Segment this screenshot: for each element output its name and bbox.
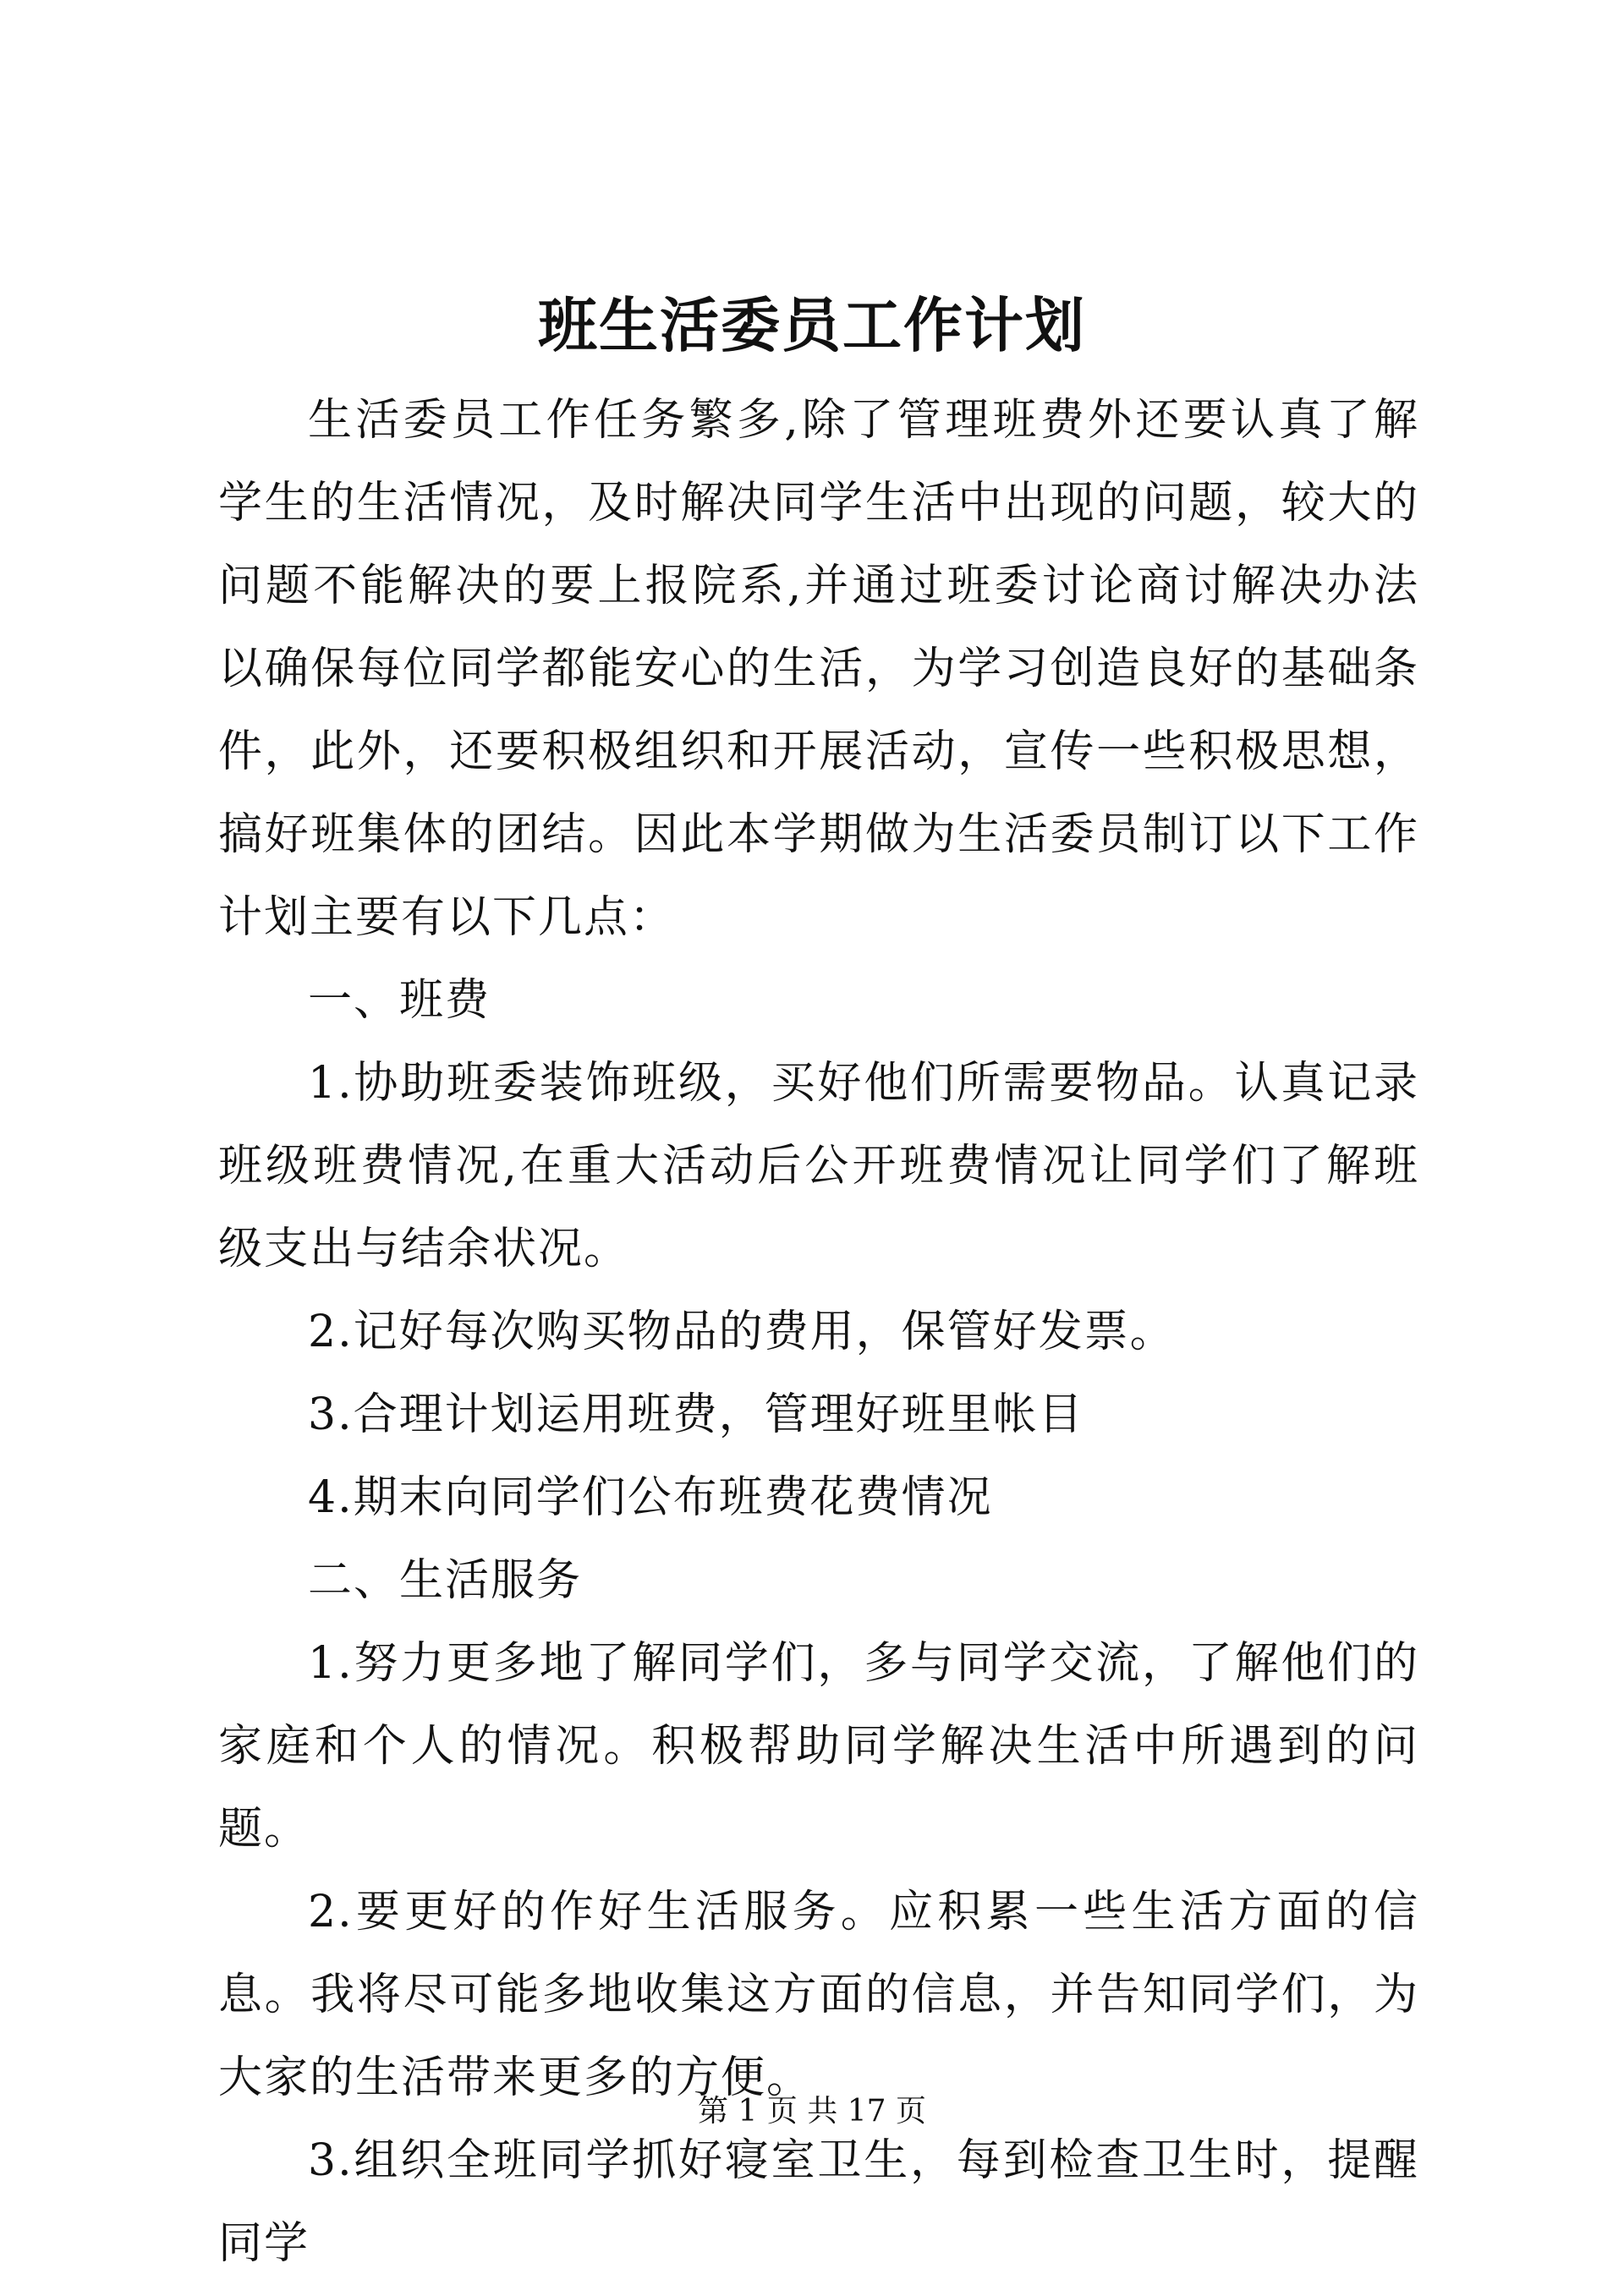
paragraph-intro: 生活委员工作任务繁多,除了管理班费外还要认真了解学生的生活情况，及时解决同学生活中出现的问题，较大的问题不能解决的要上报院系,并通过班委讨论商讨解决办法以确保每位同学都能安心的生活，为学习创造良好的基础条件，此外，还要积极组织和开展活动，宣传一些积极思想，搞好班集体的团结。因此本学期做为生活委员制订以下工作计划主要有以下几点： [218, 395, 1419, 943]
list-item: 4.期末向同学们公布班费花费情况 [308, 1472, 993, 1523]
page-title: 班生活委员工作计划 [538, 290, 1086, 360]
document-body [218, 379, 1419, 2285]
list-item: 1.协助班委装饰班级，买好他们所需要物品。认真记录班级班费情况,在重大活动后公开班费情况让同学们了解班级支出与结余状况。 [218, 1058, 1419, 1274]
list-item: 2.记好每次购买物品的费用，保管好发票。 [308, 1307, 1176, 1357]
list-item: 3.组织全班同学抓好寝室卫生，每到检查卫生时，提醒同学 [218, 2135, 1419, 2269]
list-item: 1.努力更多地了解同学们，多与同学交流，了解他们的家庭和个人的情况。积极帮助同学解决生活中所遇到的问题。 [218, 1638, 1419, 1855]
list-item: 3.合理计划运用班费，管理好班里帐目 [308, 1389, 1084, 1440]
page-number-footer: 第 1 页 共 17 页 [698, 2094, 926, 2129]
section-heading-life-service: 二、生活服务 [308, 1555, 583, 1606]
list-item: 2.要更好的作好生活服务。应积累一些生活方面的信息。我将尽可能多地收集这方面的信息，并告知同学们，为大家的生活带来更多的方便。 [218, 1887, 1419, 2103]
section-heading-class-fee: 一、班费 [308, 975, 491, 1026]
